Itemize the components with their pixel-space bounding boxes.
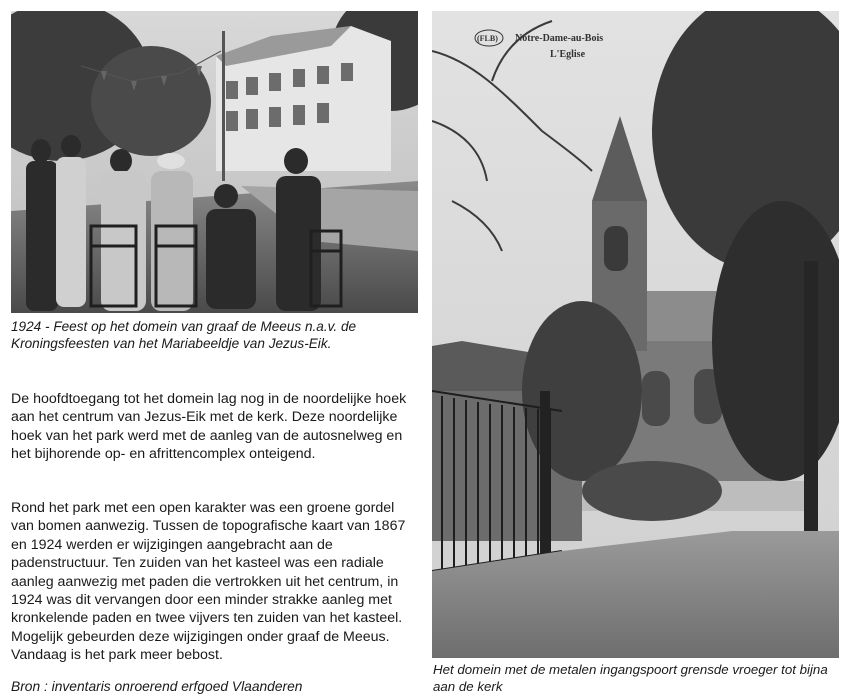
church-postcard-photo — [432, 11, 839, 658]
paragraph-park-layout: Rond het park met een open karakter was een groene gordel van bomen aanwezig. Tussen de topografische kaart van 1867 en 1924 werden er wijzigingen aangebracht aan de padenstructuur. Ten zuiden van het kasteel was een radiale aanleg aanwezig met paden die vertrokken uit het centrum, in 1924 was dit vervangen door een minder strakke aanleg met kronkelende paden en twee vijvers ten zuiden van het kasteel. Mogelijk gebeurden deze wijzigingen onder graaf de Meeus. Vandaag is het park meer bebost. — [11, 500, 406, 664]
source-credit: Bron : inventaris onroerend erfgoed Vlaanderen — [11, 679, 303, 694]
festivity-photo-caption: 1924 - Feest op het domein van graaf de Meeus n.a.v. de Kroningsfeesten van het Mariabeeldje van Jezus-Eik. — [11, 319, 357, 351]
paragraph-main-entrance: De hoofdtoegang tot het domein lag nog in de noordelijke hoek aan het centrum van Jezus-Eik met de kerk. Deze noordelijke hoek van het park werd met de aanleg van de autosnelweg en het bijhorende op- en afrittencomplex onteigend. — [11, 391, 407, 463]
festivity-photo — [11, 11, 418, 313]
church-photo-caption: Het domein met de metalen ingangspoort grensde vroeger tot bijna aan de kerk — [433, 662, 828, 694]
postcard-title: Notre-Dame-au-Bois — [515, 33, 604, 44]
postcard-publisher-mark: (FLB) — [477, 34, 498, 43]
postcard-subtitle: L'Eglise — [550, 49, 586, 60]
